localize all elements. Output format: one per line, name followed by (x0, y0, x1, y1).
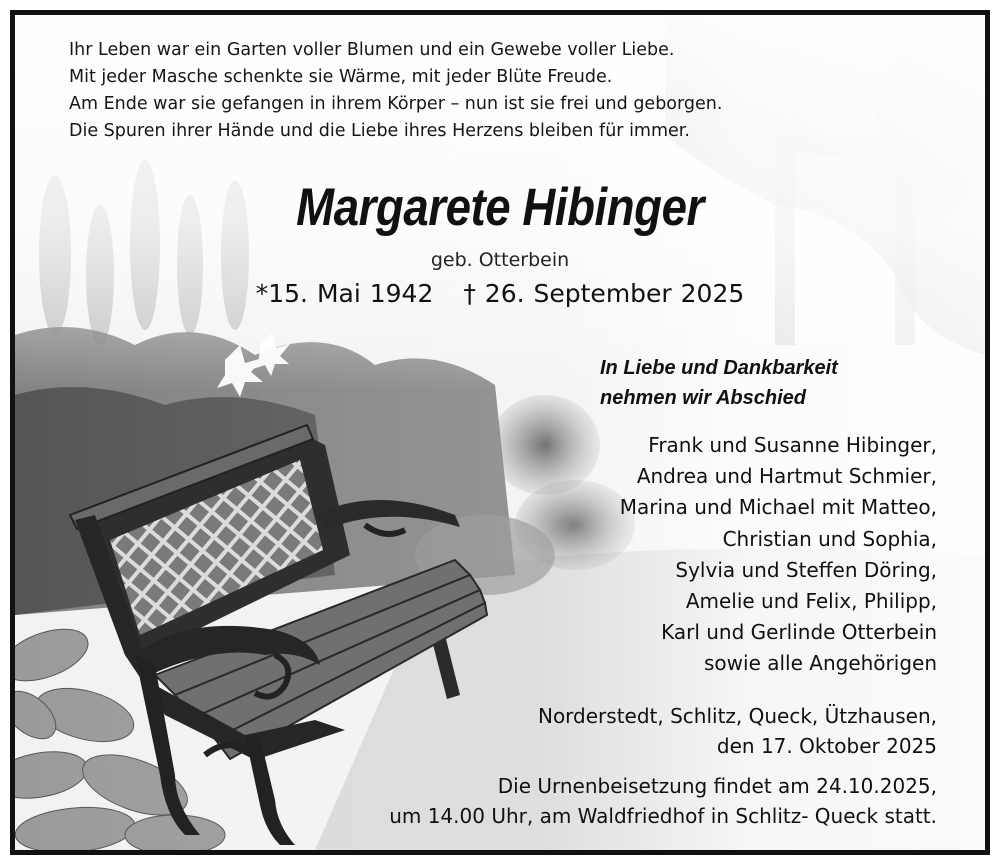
mourner-entry: Marina und Michael mit Matteo, (619, 495, 937, 520)
mourner-entry: Amelie und Felix, Philipp, (685, 589, 937, 614)
farewell-heading (600, 353, 838, 413)
burial-line: Die Urnenbeisetzung findet am 24.10.2025, (497, 774, 937, 798)
farewell-line: nehmen wir Abschied (600, 387, 806, 409)
quote-line: Am Ende war sie gefangen in ihrem Körper – nun ist sie frei und geborgen. (69, 94, 723, 114)
burial-info (389, 771, 937, 831)
farewell-line: In Liebe und Dankbarkeit (600, 357, 838, 379)
quote-line: Ihr Leben war ein Garten voller Blumen und ein Gewebe voller Liebe. (69, 40, 675, 60)
death-date: † 26. September 2025 (463, 279, 745, 308)
mourner-entry: sowie alle Angehörigen (704, 651, 937, 676)
maiden-name: geb. Otterbein (430, 249, 570, 271)
life-dates (15, 279, 985, 308)
mourner-entry: Sylvia und Steffen Döring, (675, 557, 937, 582)
birth-date: *15. Mai 1942 (255, 279, 434, 308)
deceased-name: Margarete Hibinger (296, 178, 704, 237)
mourner-entry: Karl und Gerlinde Otterbein (661, 620, 937, 645)
obituary-notice (10, 10, 990, 855)
place-and-date (538, 701, 937, 761)
quote-line: Mit jeder Masche schenkte sie Wärme, mit jeder Blüte Freude. (69, 67, 613, 87)
burial-line: um 14.00 Uhr, am Waldfriedhof in Schlitz- Queck statt. (389, 804, 937, 828)
memorial-quote (69, 37, 722, 145)
place-line: Norderstedt, Schlitz, Queck, Ützhausen, (537, 704, 937, 728)
mourners-list (620, 430, 937, 680)
quote-line: Die Spuren ihrer Hände und die Liebe ihres Herzens bleiben für immer. (69, 121, 690, 141)
date-line: den 17. Oktober 2025 (716, 734, 937, 758)
mourner-entry: Christian und Sophia, (722, 526, 937, 551)
mourner-entry: Andrea und Hartmut Schmier, (636, 464, 937, 489)
mourner-entry: Frank und Susanne Hibinger, (648, 433, 937, 457)
